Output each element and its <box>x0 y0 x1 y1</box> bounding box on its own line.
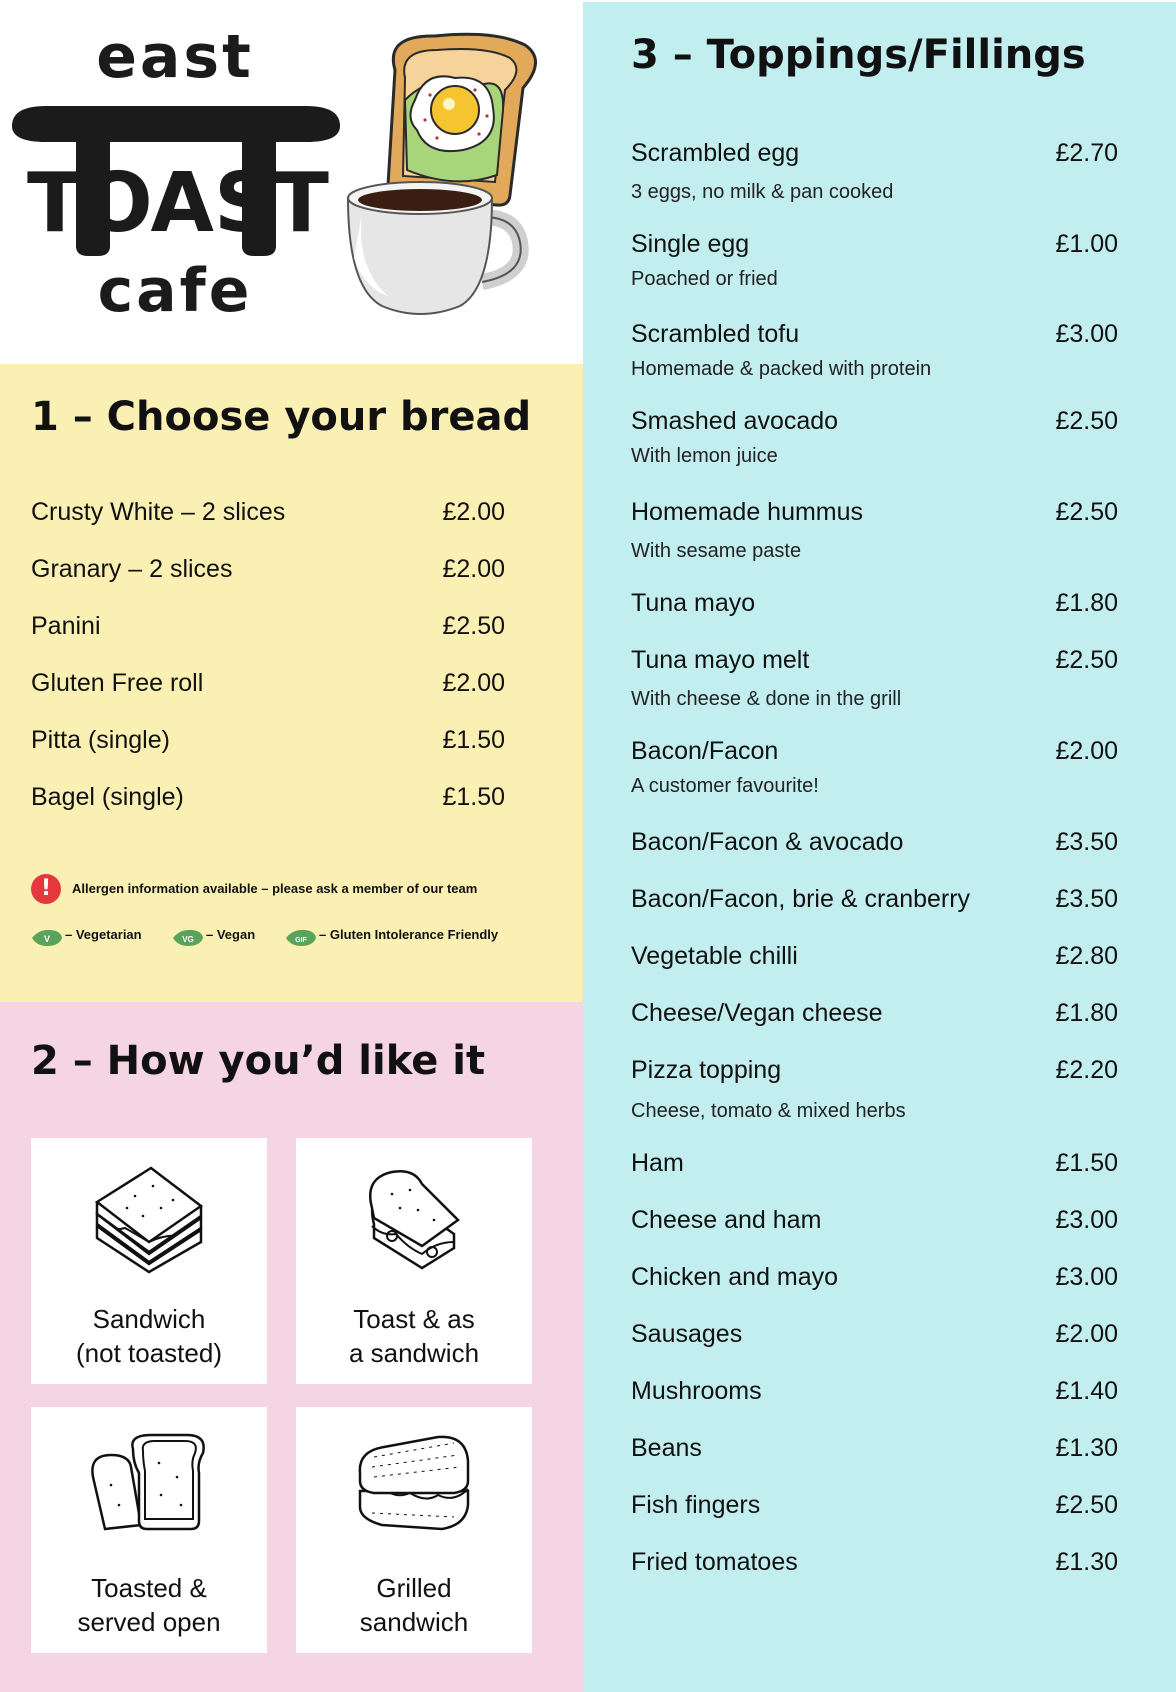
toppings-section <box>583 2 1176 1692</box>
topping-name: Vegetable chilli <box>631 942 798 970</box>
topping-name: Tuna mayo melt <box>631 646 810 674</box>
topping-name: Scrambled egg <box>631 139 800 167</box>
sandwich-icon <box>91 1164 207 1274</box>
topping-price: £2.00 <box>1055 1320 1118 1348</box>
topping-price: £1.80 <box>1055 999 1118 1027</box>
coffee-cup-icon <box>342 178 532 318</box>
legend-badge: V <box>43 934 51 944</box>
topping-name: Tuna mayo <box>631 589 756 617</box>
left-column <box>0 0 583 1692</box>
option-label <box>296 1571 532 1639</box>
option-label <box>296 1302 532 1370</box>
topping-name: Bacon/Facon, brie & cranberry <box>631 885 971 913</box>
topping-price: £2.00 <box>1055 737 1118 765</box>
topping-description: Homemade & packed with protein <box>631 358 932 380</box>
logo-area <box>0 0 583 364</box>
option-label-line1: Sandwich <box>92 1304 206 1334</box>
topping-name: Cheese/Vegan cheese <box>631 999 883 1027</box>
topping-description: With lemon juice <box>631 445 778 467</box>
topping-name: Pizza topping <box>631 1056 782 1084</box>
topping-price: £2.70 <box>1055 139 1118 167</box>
bread-item-name: Granary – 2 slices <box>31 555 233 583</box>
option-label-line2: a sandwich <box>348 1338 480 1368</box>
bread-item-name: Gluten Free roll <box>31 669 204 697</box>
bread-item-name: Pitta (single) <box>31 726 170 754</box>
legend-label: – Gluten Intolerance Friendly <box>319 927 499 942</box>
topping-price: £1.30 <box>1055 1548 1118 1576</box>
topping-description: 3 eggs, no milk & pan cooked <box>631 181 894 203</box>
topping-name: Cheese and ham <box>631 1206 822 1234</box>
bread-item-price: £2.50 <box>442 612 505 640</box>
toast-logo <box>6 96 346 266</box>
exclamation-icon: ! <box>31 874 61 904</box>
topping-price: £1.30 <box>1055 1434 1118 1462</box>
topping-name: Smashed avocado <box>631 407 839 435</box>
topping-price: £2.50 <box>1055 407 1118 435</box>
topping-price: £2.20 <box>1055 1056 1118 1084</box>
option-label <box>31 1302 267 1370</box>
legend-badge: GIF <box>295 937 307 944</box>
option-label-line1: Toasted & <box>91 1573 207 1603</box>
toast-slices-icon <box>89 1433 209 1533</box>
logo-toast-text: TOAST <box>27 156 329 251</box>
bread-section <box>0 364 583 1002</box>
preparation-section <box>0 1002 583 1692</box>
toppings-section-title: 3 – Toppings/Fillings <box>631 32 1086 78</box>
legend-label: – Vegetarian <box>65 927 142 942</box>
topping-price: £3.50 <box>1055 885 1118 913</box>
topping-name: Chicken and mayo <box>631 1263 839 1291</box>
option-card <box>31 1407 267 1653</box>
logo-cafe-text: cafe <box>97 256 253 326</box>
bread-item-price: £2.00 <box>442 498 505 526</box>
topping-price: £2.50 <box>1055 1491 1118 1519</box>
topping-description: With sesame paste <box>631 540 802 562</box>
topping-description: With cheese & done in the grill <box>631 688 902 710</box>
grilled-sandwich-icon <box>354 1433 474 1533</box>
topping-name: Ham <box>631 1149 684 1177</box>
bread-item-price: £2.00 <box>442 669 505 697</box>
allergen-note-text: Allergen information available – please ask a member of our team <box>72 881 478 896</box>
topping-name: Sausages <box>631 1320 743 1348</box>
topping-price: £3.50 <box>1055 828 1118 856</box>
topping-price: £1.50 <box>1055 1149 1118 1177</box>
topping-description: Poached or fried <box>631 268 778 290</box>
topping-price: £1.00 <box>1055 230 1118 258</box>
bread-item-price: £1.50 <box>442 726 505 754</box>
topping-price: £2.50 <box>1055 646 1118 674</box>
topping-name: Scrambled tofu <box>631 320 800 348</box>
topping-name: Bacon/Facon <box>631 737 779 765</box>
topping-name: Fried tomatoes <box>631 1548 798 1576</box>
option-label-line2: sandwich <box>359 1607 469 1637</box>
topping-price: £2.50 <box>1055 498 1118 526</box>
topping-price: £2.80 <box>1055 942 1118 970</box>
bread-item-name: Panini <box>31 612 101 640</box>
option-card <box>296 1407 532 1653</box>
topping-price: £1.80 <box>1055 589 1118 617</box>
topping-name: Mushrooms <box>631 1377 762 1405</box>
option-label-line1: Grilled <box>376 1573 452 1603</box>
option-label <box>31 1571 267 1639</box>
option-label-line2: served open <box>77 1607 221 1637</box>
leaf-icon <box>285 929 317 947</box>
topping-name: Homemade hummus <box>631 498 864 526</box>
option-card <box>296 1138 532 1384</box>
topping-description: A customer favourite! <box>631 775 819 797</box>
bread-section-title: 1 – Choose your bread <box>31 394 532 440</box>
option-label-line1: Toast & as <box>353 1304 475 1334</box>
option-card <box>31 1138 267 1384</box>
topping-price: £3.00 <box>1055 1206 1118 1234</box>
bread-item-name: Crusty White – 2 slices <box>31 498 286 526</box>
bread-item-name: Bagel (single) <box>31 783 184 811</box>
bread-item-price: £2.00 <box>442 555 505 583</box>
legend-badge: VG <box>182 935 194 944</box>
toasted-sandwich-icon <box>362 1164 466 1274</box>
legend-label: – Vegan <box>206 927 256 942</box>
topping-name: Beans <box>631 1434 702 1462</box>
option-label-line2: (not toasted) <box>76 1338 222 1368</box>
leaf-icon <box>31 929 63 947</box>
topping-name: Single egg <box>631 230 750 258</box>
bread-item-price: £1.50 <box>442 783 505 811</box>
topping-price: £3.00 <box>1055 1263 1118 1291</box>
topping-name: Fish fingers <box>631 1491 761 1519</box>
topping-name: Bacon/Facon & avocado <box>631 828 904 856</box>
topping-price: £3.00 <box>1055 320 1118 348</box>
preparation-section-title: 2 – How you’d like it <box>31 1038 486 1084</box>
topping-price: £1.40 <box>1055 1377 1118 1405</box>
leaf-icon <box>172 929 204 947</box>
logo-east-text: east <box>96 22 254 92</box>
topping-description: Cheese, tomato & mixed herbs <box>631 1100 906 1122</box>
